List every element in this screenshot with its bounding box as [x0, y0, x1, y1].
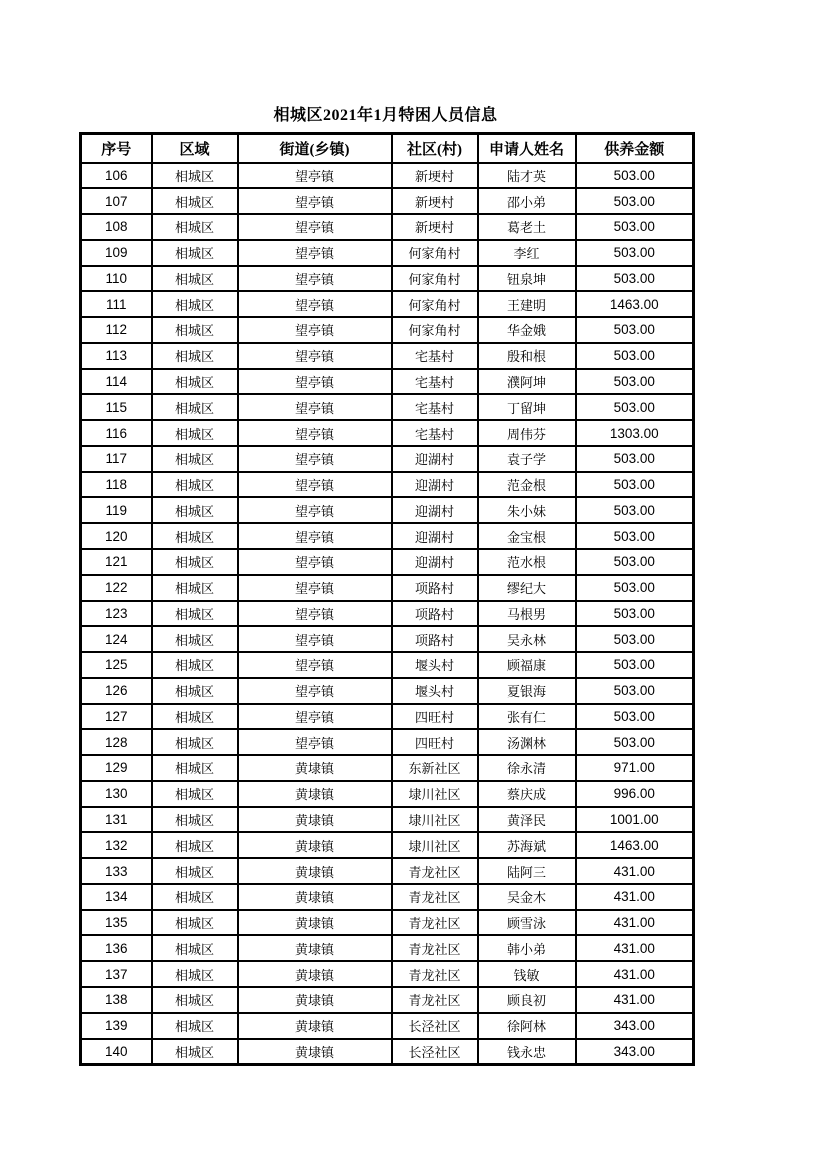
cell-community: 青龙社区	[392, 858, 478, 884]
cell-applicant: 顾良初	[478, 987, 576, 1013]
column-header-amount: 供养金额	[576, 134, 694, 163]
cell-amount: 971.00	[576, 755, 694, 781]
cell-amount: 503.00	[576, 214, 694, 240]
table-row	[81, 781, 694, 807]
cell-community: 项路村	[392, 575, 478, 601]
cell-region: 相城区	[152, 291, 238, 317]
table-row	[81, 755, 694, 781]
cell-amount: 503.00	[576, 575, 694, 601]
cell-amount: 1463.00	[576, 832, 694, 858]
cell-applicant: 徐阿林	[478, 1013, 576, 1039]
cell-street: 黄埭镇	[238, 858, 392, 884]
cell-community: 东新社区	[392, 755, 478, 781]
cell-street: 望亭镇	[238, 214, 392, 240]
cell-street: 望亭镇	[238, 163, 392, 189]
table-row	[81, 240, 694, 266]
cell-applicant: 韩小弟	[478, 935, 576, 961]
cell-applicant: 邵小弟	[478, 188, 576, 214]
cell-applicant: 华金娥	[478, 317, 576, 343]
table-row	[81, 394, 694, 420]
table-row	[81, 961, 694, 987]
cell-region: 相城区	[152, 188, 238, 214]
cell-serial: 111	[81, 291, 152, 317]
cell-applicant: 蔡庆成	[478, 781, 576, 807]
cell-community: 项路村	[392, 626, 478, 652]
cell-applicant: 吴永林	[478, 626, 576, 652]
cell-region: 相城区	[152, 601, 238, 627]
cell-region: 相城区	[152, 394, 238, 420]
cell-applicant: 苏海斌	[478, 832, 576, 858]
cell-serial: 125	[81, 652, 152, 678]
cell-region: 相城区	[152, 832, 238, 858]
table-row	[81, 626, 694, 652]
cell-amount: 503.00	[576, 472, 694, 498]
cell-community: 迎湖村	[392, 472, 478, 498]
cell-community: 青龙社区	[392, 961, 478, 987]
cell-applicant: 黄泽民	[478, 807, 576, 833]
cell-community: 长泾社区	[392, 1013, 478, 1039]
cell-serial: 113	[81, 343, 152, 369]
cell-applicant: 葛老土	[478, 214, 576, 240]
cell-applicant: 钱敏	[478, 961, 576, 987]
table-row	[81, 343, 694, 369]
cell-community: 青龙社区	[392, 884, 478, 910]
cell-amount: 431.00	[576, 935, 694, 961]
cell-region: 相城区	[152, 317, 238, 343]
cell-serial: 126	[81, 678, 152, 704]
cell-applicant: 汤渊林	[478, 729, 576, 755]
cell-applicant: 范金根	[478, 472, 576, 498]
cell-region: 相城区	[152, 163, 238, 189]
table-header	[81, 134, 694, 163]
cell-street: 黄埭镇	[238, 935, 392, 961]
cell-serial: 131	[81, 807, 152, 833]
table-row	[81, 523, 694, 549]
cell-street: 黄埭镇	[238, 781, 392, 807]
table-row	[81, 832, 694, 858]
cell-amount: 1463.00	[576, 291, 694, 317]
cell-community: 迎湖村	[392, 549, 478, 575]
cell-community: 迎湖村	[392, 446, 478, 472]
cell-applicant: 马根男	[478, 601, 576, 627]
cell-applicant: 顾福康	[478, 652, 576, 678]
cell-community: 宅基村	[392, 394, 478, 420]
cell-street: 望亭镇	[238, 266, 392, 292]
cell-community: 迎湖村	[392, 523, 478, 549]
cell-street: 黄埭镇	[238, 807, 392, 833]
cell-region: 相城区	[152, 729, 238, 755]
table-row	[81, 317, 694, 343]
cell-applicant: 顾雪泳	[478, 910, 576, 936]
cell-community: 新埂村	[392, 214, 478, 240]
cell-community: 宅基村	[392, 369, 478, 395]
cell-amount: 503.00	[576, 446, 694, 472]
cell-street: 望亭镇	[238, 626, 392, 652]
table-row	[81, 652, 694, 678]
cell-street: 望亭镇	[238, 394, 392, 420]
cell-serial: 139	[81, 1013, 152, 1039]
cell-applicant: 缪纪大	[478, 575, 576, 601]
cell-amount: 996.00	[576, 781, 694, 807]
cell-street: 望亭镇	[238, 291, 392, 317]
table-row	[81, 729, 694, 755]
cell-serial: 132	[81, 832, 152, 858]
cell-amount: 503.00	[576, 678, 694, 704]
cell-region: 相城区	[152, 987, 238, 1013]
cell-community: 四旺村	[392, 704, 478, 730]
cell-region: 相城区	[152, 935, 238, 961]
cell-street: 望亭镇	[238, 497, 392, 523]
table-row	[81, 497, 694, 523]
cell-region: 相城区	[152, 858, 238, 884]
cell-amount: 503.00	[576, 394, 694, 420]
cell-region: 相城区	[152, 1013, 238, 1039]
cell-amount: 503.00	[576, 266, 694, 292]
cell-applicant: 吴金木	[478, 884, 576, 910]
column-header-serial: 序号	[81, 134, 152, 163]
cell-amount: 503.00	[576, 601, 694, 627]
cell-street: 黄埭镇	[238, 832, 392, 858]
table-row	[81, 214, 694, 240]
cell-region: 相城区	[152, 1039, 238, 1065]
cell-region: 相城区	[152, 807, 238, 833]
cell-region: 相城区	[152, 240, 238, 266]
cell-amount: 503.00	[576, 163, 694, 189]
cell-region: 相城区	[152, 652, 238, 678]
cell-region: 相城区	[152, 523, 238, 549]
cell-community: 堰头村	[392, 678, 478, 704]
table-row	[81, 1039, 694, 1065]
cell-serial: 118	[81, 472, 152, 498]
cell-region: 相城区	[152, 626, 238, 652]
cell-region: 相城区	[152, 497, 238, 523]
cell-applicant: 陆阿三	[478, 858, 576, 884]
cell-applicant: 钱永忠	[478, 1039, 576, 1065]
persons-table	[79, 132, 695, 1066]
cell-serial: 114	[81, 369, 152, 395]
cell-amount: 503.00	[576, 652, 694, 678]
cell-serial: 133	[81, 858, 152, 884]
cell-amount: 503.00	[576, 729, 694, 755]
cell-region: 相城区	[152, 446, 238, 472]
cell-applicant: 范水根	[478, 549, 576, 575]
cell-serial: 124	[81, 626, 152, 652]
cell-community: 新埂村	[392, 188, 478, 214]
column-header-applicant: 申请人姓名	[478, 134, 576, 163]
table-row	[81, 420, 694, 446]
cell-region: 相城区	[152, 755, 238, 781]
table-row	[81, 291, 694, 317]
cell-applicant: 夏银海	[478, 678, 576, 704]
cell-serial: 107	[81, 188, 152, 214]
cell-region: 相城区	[152, 343, 238, 369]
table-row	[81, 369, 694, 395]
cell-applicant: 袁子学	[478, 446, 576, 472]
cell-street: 望亭镇	[238, 420, 392, 446]
table-row	[81, 446, 694, 472]
cell-serial: 138	[81, 987, 152, 1013]
table-row	[81, 1013, 694, 1039]
cell-serial: 108	[81, 214, 152, 240]
column-header-street: 街道(乡镇)	[238, 134, 392, 163]
cell-community: 青龙社区	[392, 935, 478, 961]
cell-serial: 123	[81, 601, 152, 627]
cell-serial: 128	[81, 729, 152, 755]
column-header-community: 社区(村)	[392, 134, 478, 163]
cell-community: 宅基村	[392, 420, 478, 446]
cell-region: 相城区	[152, 704, 238, 730]
cell-street: 望亭镇	[238, 652, 392, 678]
cell-serial: 127	[81, 704, 152, 730]
cell-serial: 117	[81, 446, 152, 472]
cell-region: 相城区	[152, 420, 238, 446]
cell-amount: 503.00	[576, 704, 694, 730]
table-row	[81, 188, 694, 214]
cell-region: 相城区	[152, 369, 238, 395]
table-row	[81, 575, 694, 601]
table-row	[81, 884, 694, 910]
cell-region: 相城区	[152, 678, 238, 704]
cell-street: 望亭镇	[238, 369, 392, 395]
cell-serial: 116	[81, 420, 152, 446]
cell-amount: 503.00	[576, 188, 694, 214]
cell-applicant: 徐永清	[478, 755, 576, 781]
cell-amount: 431.00	[576, 884, 694, 910]
table-row	[81, 163, 694, 189]
cell-amount: 431.00	[576, 910, 694, 936]
cell-community: 埭川社区	[392, 781, 478, 807]
cell-applicant: 张有仁	[478, 704, 576, 730]
table-body	[81, 163, 694, 1065]
cell-amount: 503.00	[576, 497, 694, 523]
cell-serial: 115	[81, 394, 152, 420]
cell-community: 埭川社区	[392, 807, 478, 833]
table-row	[81, 910, 694, 936]
cell-community: 埭川社区	[392, 832, 478, 858]
cell-serial: 106	[81, 163, 152, 189]
table-row	[81, 704, 694, 730]
table-row	[81, 858, 694, 884]
cell-street: 望亭镇	[238, 678, 392, 704]
table-row	[81, 472, 694, 498]
cell-applicant: 陆才英	[478, 163, 576, 189]
cell-amount: 503.00	[576, 549, 694, 575]
cell-street: 黄埭镇	[238, 755, 392, 781]
cell-region: 相城区	[152, 884, 238, 910]
cell-community: 堰头村	[392, 652, 478, 678]
cell-amount: 431.00	[576, 961, 694, 987]
cell-amount: 431.00	[576, 987, 694, 1013]
cell-street: 黄埭镇	[238, 1013, 392, 1039]
cell-street: 黄埭镇	[238, 884, 392, 910]
cell-amount: 343.00	[576, 1013, 694, 1039]
cell-community: 新埂村	[392, 163, 478, 189]
cell-serial: 119	[81, 497, 152, 523]
table-row	[81, 601, 694, 627]
cell-amount: 503.00	[576, 369, 694, 395]
cell-street: 望亭镇	[238, 523, 392, 549]
cell-serial: 130	[81, 781, 152, 807]
table-row	[81, 549, 694, 575]
cell-community: 长泾社区	[392, 1039, 478, 1065]
cell-serial: 121	[81, 549, 152, 575]
cell-street: 望亭镇	[238, 188, 392, 214]
cell-applicant: 李红	[478, 240, 576, 266]
cell-street: 望亭镇	[238, 729, 392, 755]
cell-applicant: 王建明	[478, 291, 576, 317]
cell-amount: 343.00	[576, 1039, 694, 1065]
cell-serial: 134	[81, 884, 152, 910]
table-row	[81, 935, 694, 961]
cell-region: 相城区	[152, 575, 238, 601]
cell-serial: 120	[81, 523, 152, 549]
cell-street: 望亭镇	[238, 549, 392, 575]
cell-street: 望亭镇	[238, 601, 392, 627]
cell-street: 望亭镇	[238, 240, 392, 266]
cell-community: 何家角村	[392, 291, 478, 317]
cell-street: 黄埭镇	[238, 987, 392, 1013]
cell-street: 望亭镇	[238, 317, 392, 343]
cell-amount: 1001.00	[576, 807, 694, 833]
cell-amount: 503.00	[576, 343, 694, 369]
cell-serial: 140	[81, 1039, 152, 1065]
cell-amount: 503.00	[576, 240, 694, 266]
cell-applicant: 周伟芬	[478, 420, 576, 446]
cell-amount: 503.00	[576, 523, 694, 549]
cell-community: 何家角村	[392, 240, 478, 266]
cell-street: 黄埭镇	[238, 910, 392, 936]
cell-amount: 503.00	[576, 626, 694, 652]
cell-street: 望亭镇	[238, 472, 392, 498]
cell-amount: 1303.00	[576, 420, 694, 446]
cell-region: 相城区	[152, 781, 238, 807]
cell-serial: 112	[81, 317, 152, 343]
cell-community: 青龙社区	[392, 987, 478, 1013]
cell-region: 相城区	[152, 961, 238, 987]
table-row	[81, 987, 694, 1013]
cell-community: 项路村	[392, 601, 478, 627]
cell-applicant: 钮泉坤	[478, 266, 576, 292]
table-header-row	[81, 134, 694, 163]
cell-street: 望亭镇	[238, 446, 392, 472]
cell-region: 相城区	[152, 472, 238, 498]
cell-street: 望亭镇	[238, 343, 392, 369]
cell-serial: 109	[81, 240, 152, 266]
cell-street: 望亭镇	[238, 575, 392, 601]
cell-serial: 110	[81, 266, 152, 292]
cell-community: 迎湖村	[392, 497, 478, 523]
cell-region: 相城区	[152, 266, 238, 292]
cell-community: 青龙社区	[392, 910, 478, 936]
cell-serial: 136	[81, 935, 152, 961]
column-header-region: 区域	[152, 134, 238, 163]
table-row	[81, 807, 694, 833]
cell-serial: 129	[81, 755, 152, 781]
cell-region: 相城区	[152, 214, 238, 240]
cell-amount: 431.00	[576, 858, 694, 884]
cell-street: 黄埭镇	[238, 1039, 392, 1065]
cell-street: 黄埭镇	[238, 961, 392, 987]
cell-applicant: 丁留坤	[478, 394, 576, 420]
cell-amount: 503.00	[576, 317, 694, 343]
table-row	[81, 266, 694, 292]
cell-community: 何家角村	[392, 266, 478, 292]
cell-street: 望亭镇	[238, 704, 392, 730]
cell-community: 四旺村	[392, 729, 478, 755]
document-title: 相城区2021年1月特困人员信息	[273, 107, 498, 124]
cell-applicant: 朱小妹	[478, 497, 576, 523]
cell-region: 相城区	[152, 549, 238, 575]
table-row	[81, 678, 694, 704]
cell-applicant: 濮阿坤	[478, 369, 576, 395]
cell-community: 何家角村	[392, 317, 478, 343]
cell-region: 相城区	[152, 910, 238, 936]
cell-serial: 137	[81, 961, 152, 987]
cell-serial: 122	[81, 575, 152, 601]
cell-applicant: 金宝根	[478, 523, 576, 549]
cell-applicant: 殷和根	[478, 343, 576, 369]
cell-community: 宅基村	[392, 343, 478, 369]
cell-serial: 135	[81, 910, 152, 936]
